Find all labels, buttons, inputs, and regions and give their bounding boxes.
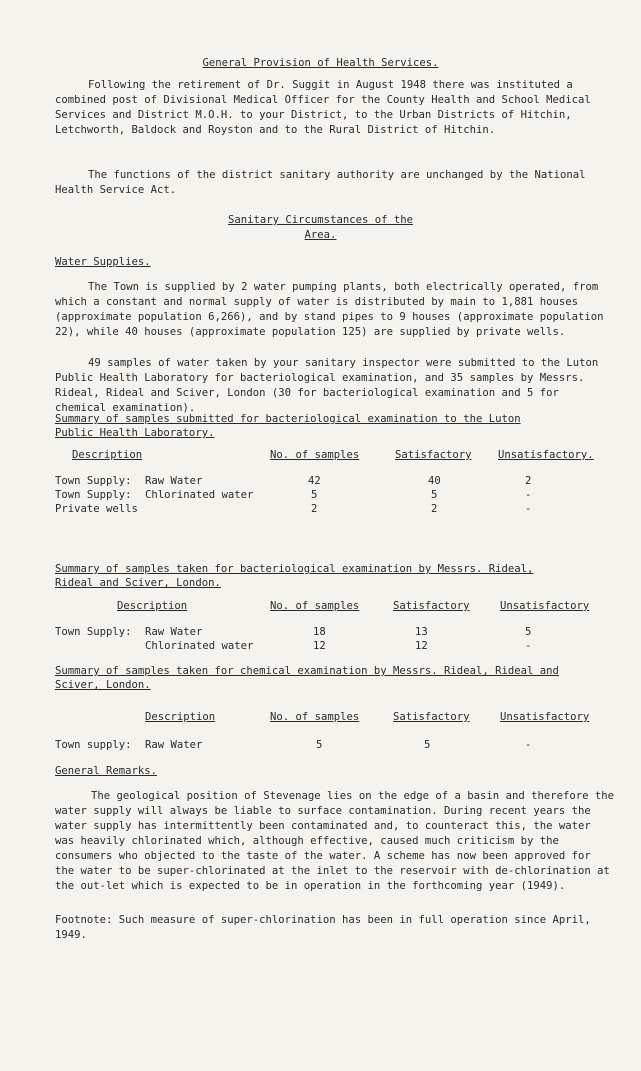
row-satisfactory: 12 [415, 640, 428, 652]
row-unsatisfactory: 2 [525, 475, 532, 487]
row-satisfactory: 13 [415, 626, 428, 638]
intro-paragraph-2: The functions of the district sanitary authority are unchanged by the National Health Service Act. [55, 169, 592, 196]
table3-caption-line1: Summary of samples taken for chemical examination by Messrs. Rideal, Rideal and [55, 665, 559, 677]
table-row [55, 474, 625, 488]
table2 [55, 599, 625, 653]
table2-header-description: Description [117, 600, 188, 612]
table2-caption-line1: Summary of samples taken for bacteriological examination by Messrs. Rideal, [55, 563, 534, 575]
table2-header-unsatisfactory: Unsatisfactory [500, 600, 590, 612]
row-no-samples: 5 [311, 489, 318, 501]
table3-header-no-samples: No. of samples [270, 711, 360, 723]
general-remarks-heading: General Remarks. [55, 765, 158, 777]
row-label: Town Supply: [55, 626, 132, 638]
table1-header-satisfactory: Satisfactory [395, 449, 472, 461]
row-satisfactory: 5 [431, 489, 438, 501]
sanitary-heading-line1: Sanitary Circumstances of the [228, 214, 413, 226]
water-paragraph-1: The Town is supplied by 2 water pumping plants, both electrically operated, from which a constant and normal supply of water is distributed by main to 1,881 houses (approximate population 6,266), and by stand pipes to 9 houses (approximate population 22), while 40 houses (approximate population 125) are supplied by private wells. [55, 281, 610, 338]
table1 [55, 448, 625, 516]
row-satisfactory: 5 [424, 739, 431, 751]
row-unsatisfactory: 5 [525, 626, 532, 638]
table3-header-row [55, 710, 625, 724]
water-paragraph-2: 49 samples of water taken by your sanitary inspector were submitted to the Luton Public Health Laboratory for bacteriological examination, and 35 samples by Messrs. Rideal, Rideal and Sciver, London (30 for bacteriological examination and 5 for chemical examination). [55, 357, 605, 414]
table1-header-row [55, 448, 625, 462]
footnote: Footnote: Such measure of super-chlorination has been in full operation since April, 1949. [55, 914, 598, 941]
sanitary-heading-line2: Area. [304, 229, 337, 241]
row-no-samples: 42 [308, 475, 321, 487]
row-no-samples: 2 [311, 503, 318, 515]
row-unsatisfactory: - [525, 739, 532, 751]
page-title: General Provision of Health Services. [202, 57, 439, 69]
table-row [55, 738, 625, 752]
row-description: Chlorinated water [145, 489, 254, 501]
table1-caption-line2: Public Health Laboratory. [55, 427, 215, 439]
table1-header-unsatisfactory: Unsatisfactory. [498, 449, 594, 461]
row-satisfactory: 40 [428, 475, 441, 487]
table2-header-no-samples: No. of samples [270, 600, 360, 612]
table1-header-no-samples: No. of samples [270, 449, 360, 461]
table3-header-description: Description [145, 711, 216, 723]
table3-header-unsatisfactory: Unsatisfactory [500, 711, 590, 723]
row-no-samples: 18 [313, 626, 326, 638]
row-label: Town Supply: [55, 475, 132, 487]
table1-header-description: Description [72, 449, 143, 461]
table2-caption-line2: Rideal and Sciver, London. [55, 577, 221, 589]
table2-header-row [55, 599, 625, 613]
intro-paragraph-1: Following the retirement of Dr. Suggit in August 1948 there was instituted a combined post of Divisional Medical Officer for the County Health and School Medical Services and District M.O.H. to your District, to the Urban Districts of Hitchin, Letchworth, Baldock and Royston and to the Rural District of Hitchin. [55, 79, 598, 136]
remarks-paragraph: The geological position of Stevenage lies on the edge of a basin and therefore the water supply will always be liable to surface contamination. During recent years the water supply has intermittently been contaminated and, to counteract this, the water was heavily chlorinated which, although effective, caused much criticism by the consumers who objected to the taste of the water. A scheme has now been approved for the water to be super-chlorinated at the inlet to the reservoir with de-chlorination at the out-let which is expected to be in operation in the forthcoming year (1949). [55, 790, 621, 892]
water-supplies-heading: Water Supplies. [55, 256, 151, 268]
table-row [55, 639, 625, 653]
row-label: Private wells [55, 503, 138, 515]
row-description: Chlorinated water [145, 640, 254, 652]
row-description: Raw Water [145, 739, 203, 751]
table-row [55, 625, 625, 639]
row-description: Raw Water [145, 475, 203, 487]
row-no-samples: 12 [313, 640, 326, 652]
row-no-samples: 5 [316, 739, 323, 751]
row-label: Town Supply: [55, 489, 132, 501]
table2-header-satisfactory: Satisfactory [393, 600, 470, 612]
row-label: Town supply: [55, 739, 132, 751]
table3 [55, 710, 625, 752]
row-unsatisfactory: - [525, 640, 532, 652]
table-row [55, 502, 625, 516]
row-unsatisfactory: - [525, 489, 532, 501]
table3-caption-line2: Sciver, London. [55, 679, 151, 691]
row-satisfactory: 2 [431, 503, 438, 515]
row-description: Raw Water [145, 626, 203, 638]
table3-header-satisfactory: Satisfactory [393, 711, 470, 723]
table-row [55, 488, 625, 502]
table1-caption-line1: Summary of samples submitted for bacteriological examination to the Luton [55, 413, 521, 425]
row-unsatisfactory: - [525, 503, 532, 515]
